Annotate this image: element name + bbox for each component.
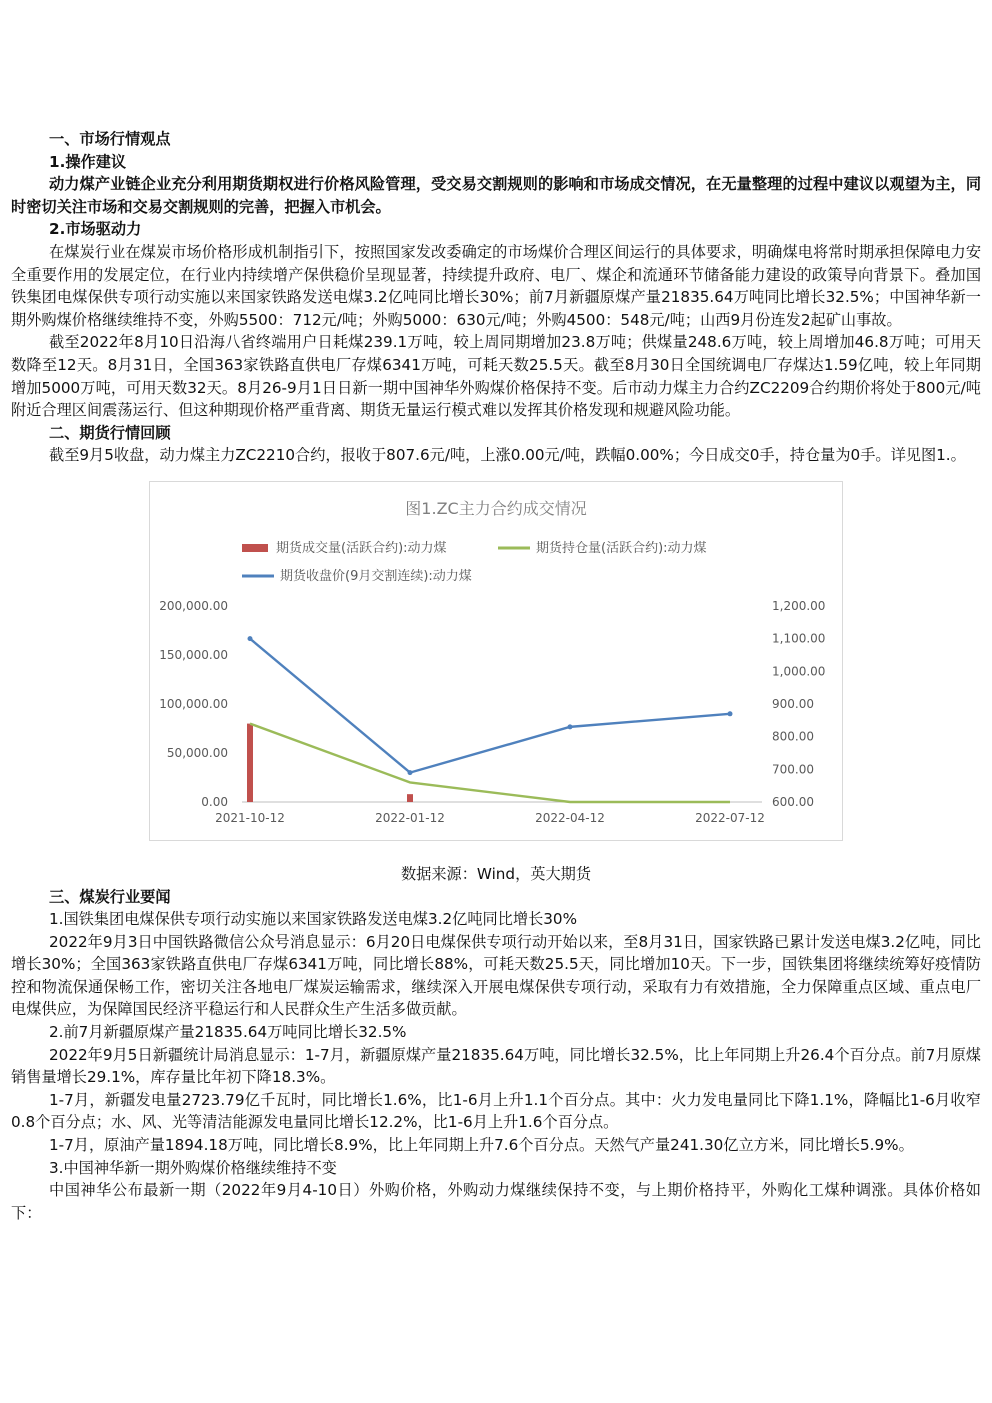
open-interest-line	[250, 724, 730, 802]
right-tick-label: 1,100.00	[772, 631, 826, 646]
right-tick-label: 800.00	[772, 729, 814, 744]
x-tick-label: 2021-10-12	[215, 810, 285, 825]
left-tick-label: 200,000.00	[159, 598, 228, 613]
close-price-point	[568, 724, 573, 729]
market-drivers-paragraph-1: 在煤炭行业在煤炭市场价格形成机制指引下，按照国家发改委确定的市场煤价合理区间运行的具体要求，明确煤电将常时期承担保障电力安全重要作用的发展定位，在行业内持续增产保供稳价呈现显著，持续提升政府、电厂、煤企和流通环节储备能力建设的政策导向背景下。叠加国铁集团电煤保供专项行动实施以来国家铁路发送电煤3.2亿吨同比增长30%；前7月新疆原煤产量21835.64万吨同比增长32.5%；中国神华新一期外购煤价格继续维持不变，外购5500：712元/吨；外购5000：630元/吨；外购4500：548元/吨；山西9月份连发2起矿山事故。	[11, 242, 981, 329]
close-price-points	[248, 636, 733, 775]
zc-contract-chart	[149, 481, 843, 841]
right-tick-label: 1,000.00	[772, 664, 826, 679]
x-axis	[215, 811, 765, 825]
close-price-line	[250, 639, 730, 773]
futures-review-text: 截至9月5收盘，动力煤主力ZC2210合约，报收于807.6元/吨，上涨0.00元/吨，跌幅0.00%；今日成交0手，持仓量为0手。详见图1.。	[49, 446, 966, 465]
news-1-title: 1.国铁集团电煤保供专项行动实施以来国家铁路发送电煤3.2亿吨同比增长30%	[49, 910, 578, 929]
market-drivers-heading: 2.市场驱动力	[49, 220, 142, 239]
right-tick-label: 700.00	[772, 762, 814, 777]
close-price-point	[408, 770, 413, 775]
section3-heading: 三、煤炭行业要闻	[49, 887, 171, 906]
right-tick-label: 1,200.00	[772, 598, 826, 613]
legend-oi-label: 期货持仓量(活跃合约):动力煤	[536, 540, 707, 556]
operation-advice-heading: 1.操作建议	[49, 152, 127, 171]
left-tick-label: 0.00	[201, 794, 228, 809]
chart-title: 图1.ZC主力合约成交情况	[405, 498, 587, 518]
operation-advice-text: 动力煤产业链企业充分利用期货期权进行价格风险管理，受交易交割规则的影响和市场成交情况，在无量整理的过程中建议以观望为主，同时密切关注市场和交易交割规则的完善，把握入市机会。	[11, 175, 981, 216]
legend-volume-label: 期货成交量(活跃合约):动力煤	[276, 540, 447, 556]
x-tick-label: 2022-01-12	[375, 810, 445, 825]
left-tick-label: 50,000.00	[166, 745, 228, 760]
volume-bar	[407, 794, 413, 802]
left-axis	[159, 599, 228, 809]
news-3-text: 中国神华公布最新一期（2022年9月4-10日）外购价格，外购动力煤继续保持不变，与上期价格持平，外购化工煤种调涨。具体价格如下：	[11, 1181, 981, 1222]
chart-canvas	[150, 482, 842, 840]
volume-series	[247, 724, 413, 802]
left-tick-label: 150,000.00	[159, 647, 228, 662]
close-price-point	[728, 711, 733, 716]
legend-price-label: 期货收盘价(9月交割连续):动力煤	[280, 568, 472, 584]
chart-source: 数据来源：Wind，英大期货	[400, 864, 592, 883]
section1-heading: 一、市场行情观点	[49, 130, 171, 148]
close-price-point	[248, 636, 253, 641]
right-tick-label: 600.00	[772, 794, 814, 809]
right-axis	[772, 599, 825, 809]
right-tick-label: 900.00	[772, 696, 814, 711]
x-tick-label: 2022-07-12	[695, 810, 765, 825]
news-1-text: 2022年9月3日中国铁路微信公众号消息显示：6月20日电煤保供专项行动开始以来，至8月31日，国家铁路已累计发送电煤3.2亿吨，同比增长30%；全国363家铁路直供电厂存煤6341万吨，同比增长88%，可耗天数25.5天，同比增加10天。下一步，国铁集团将继续统筹好疫情防控和物流保通保畅工作，密切关注各地电厂煤炭运输需求，继续深入开展电煤保供专项行动，采取有力有效措施，全力保障重点区域、重点电厂电煤供应，为保障国民经济平稳运行和人民群众生产生活多做贡献。	[11, 932, 981, 1019]
volume-bar	[247, 724, 253, 802]
x-tick-label: 2022-04-12	[535, 810, 605, 825]
news-2-paragraph-3: 1-7月，原油产量1894.18万吨，同比增长8.9%，比上年同期上升7.6个百分点。天然气产量241.30亿立方米，同比增长5.9%。	[49, 1136, 914, 1155]
left-tick-label: 100,000.00	[159, 696, 228, 711]
news-3-title: 3.中国神华新一期外购煤价格继续维持不变	[49, 1158, 337, 1177]
section2-heading: 二、期货行情回顾	[49, 423, 171, 442]
news-2-paragraph-2: 1-7月，新疆发电量2723.79亿千瓦时，同比增长1.6%，比1-6月上升1.1个百分点。其中：火力发电量同比下降1.1%，降幅比1-6月收窄0.8个百分点；水、风、光等清洁能源发电量同比增长12.2%，比1-6月上升1.6个百分点。	[11, 1090, 981, 1132]
news-2-paragraph-1: 2022年9月5日新疆统计局消息显示：1-7月，新疆原煤产量21835.64万吨，同比增长32.5%，比上年同期上升26.4个百分点。前7月原煤销售量增长29.1%，库存量比年初下降18.3%。	[11, 1045, 981, 1087]
news-2-title: 2.前7月新疆原煤产量21835.64万吨同比增长32.5%	[49, 1023, 407, 1042]
report-document	[11, 128, 981, 1224]
legend-volume-swatch	[242, 544, 268, 552]
market-drivers-paragraph-2: 截至2022年8月10日沿海八省终端用户日耗煤239.1万吨，较上周同期增加23.8万吨；供煤量248.6万吨，较上周增加46.8万吨；可用天数降至12天。8月31日，全国363家铁路直供电厂存煤6341万吨，可耗天数25.5天。截至8月30日全国统调电厂存煤达1.59亿吨，较上年同期增加5000万吨，可用天数32天。8月26-9月1日日新一期中国神华外购煤价格保持不变。后市动力煤主力合约ZC2209合约期价将处于800元/吨附近合理区间震荡运行、但这种期现价格严重背离、期货无量运行模式难以发挥其价格发现和规避风险功能。	[11, 333, 981, 420]
